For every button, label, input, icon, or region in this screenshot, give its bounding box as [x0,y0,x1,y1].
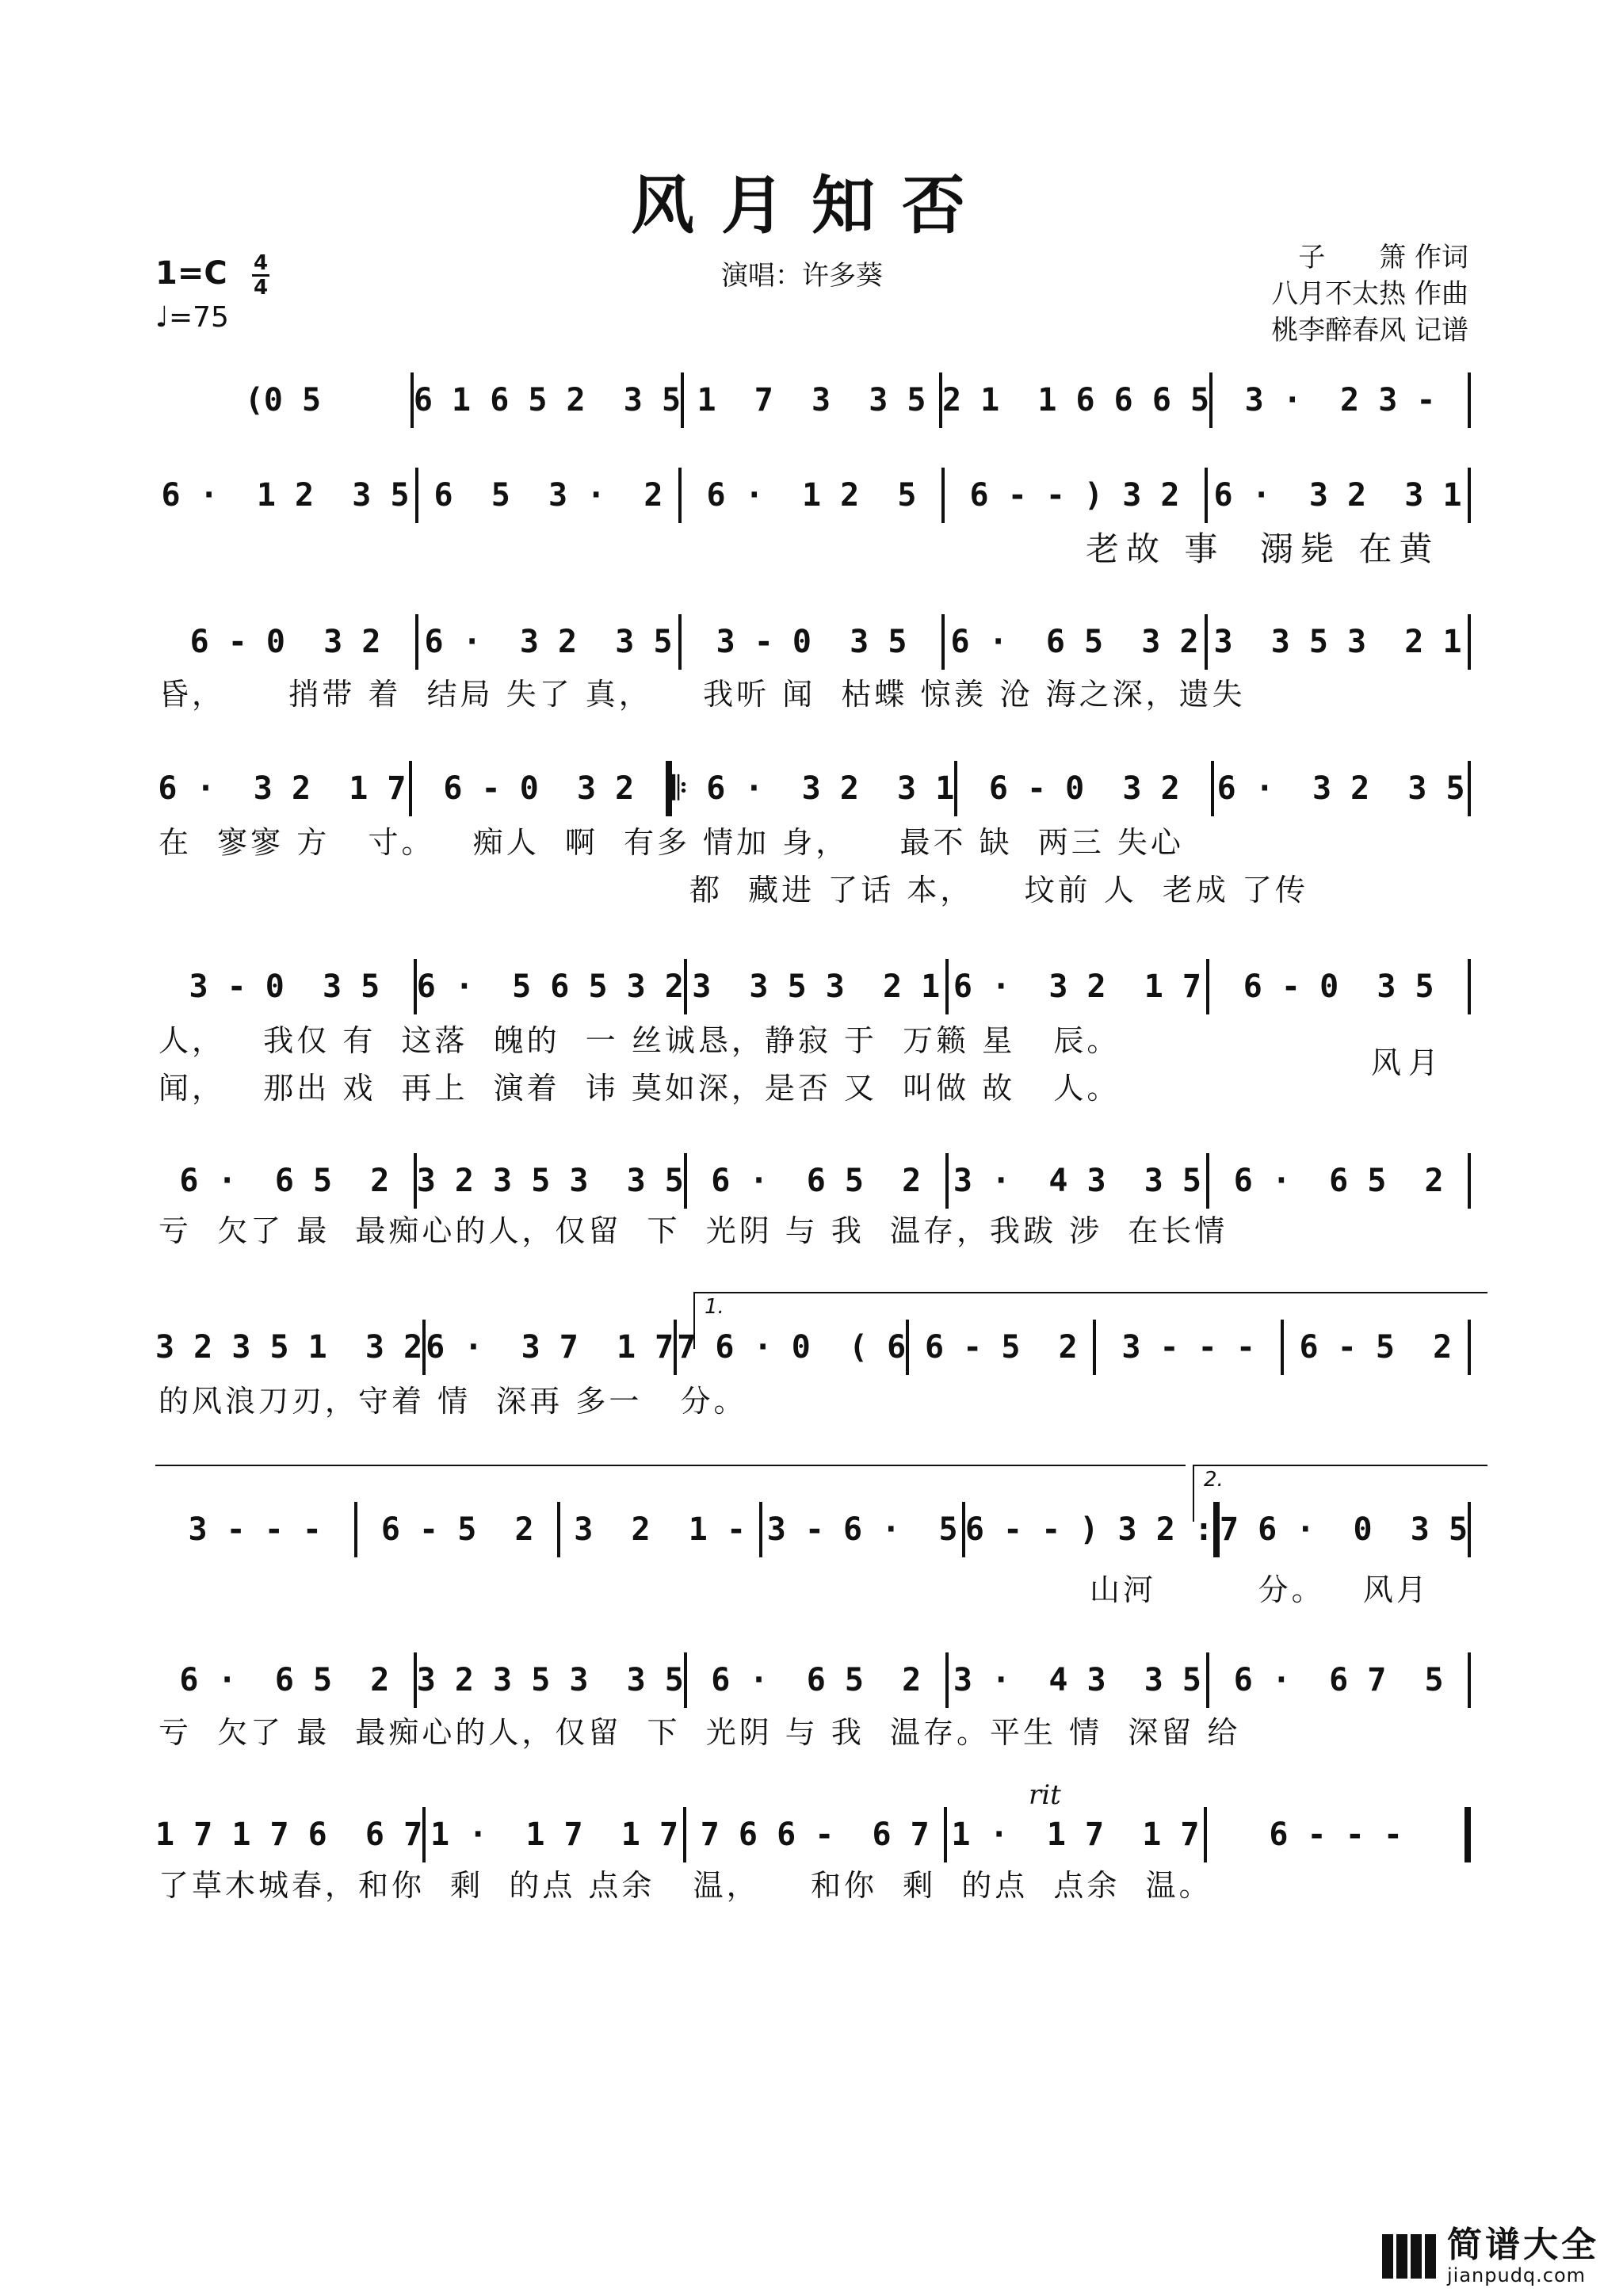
measure: 6 · 3 2 1 7 [158,770,407,807]
meter-bottom: 4 [254,276,269,300]
piano-keys-icon [1382,2234,1438,2279]
measure: 6 · 6 5 2 [711,1163,922,1199]
tempo-marking: ♩=75 [155,301,229,334]
score-row-10 [155,1807,1471,1862]
measure: 6 · 6 5 2 [179,1163,390,1199]
measure: 6 - 5 2 [925,1329,1078,1366]
measure: 6 · 3 2 3 5 [424,624,673,660]
composer-credit: 八月不太热 作曲 [1271,278,1468,310]
lyric-line: 的风浪刀刃，守着 情 深再 多一 分。 [158,1384,747,1419]
measure: 6 - 5 2 [380,1511,534,1548]
score-row-2 [155,468,1471,523]
measure: 6 - - ) 3 2 : [964,1511,1213,1548]
score-row-5 [155,959,1471,1014]
score-row-4 [155,761,1471,816]
measure: 1 · 1 7 1 7 [430,1817,679,1853]
logo-url: jianpudq.com [1447,2264,1587,2286]
measure: 𝄆 6 · 3 2 3 1 [671,770,955,807]
measure: 3 - 0 3 5 [716,624,907,660]
lyric-line-verse2: 都 藏进 了话 本， 坟前 人 老成 了传 [689,873,1308,907]
measure: 6 · 6 5 3 2 [950,624,1199,660]
measure: 6 - - ) 3 2 [969,477,1180,514]
measure: 6 5 3 · 2 [433,477,663,514]
meter-top: 4 [254,251,269,275]
lyric-line: 了草木城春，和你 剩 的点 点余 温， 和你 剩 的点 点余 温。 [158,1868,1212,1903]
lyric-line: 亏 欠了 最 最痴心的人，仅留 下 光阴 与 我 温存，我跋 涉 在长情 [158,1213,1228,1248]
measure: 3 2 3 5 3 3 5 [416,1662,684,1698]
lyric-line: 老故 事 溺毙 在黄 [1086,529,1440,568]
measure: 6 · 5 6 5 3 2 [416,968,684,1005]
key-signature: 1=C [155,255,227,292]
time-signature [252,252,269,299]
measure: 6 · 6 5 2 [1233,1163,1444,1199]
score-row-9 [155,1652,1471,1708]
measure: 1 7 3 3 5 [697,382,926,418]
measure: 6 - 0 3 2 [189,624,381,660]
measure: 3 · 4 3 3 5 [953,1662,1201,1698]
measure: 6 · 1 2 3 5 [161,477,410,514]
side-lyric: 风月 [1371,1045,1446,1080]
score-row-8 [155,1502,1471,1557]
lyric-line: 人， 我仅 有 这落 魄的 一 丝诚恳，静寂 于 万籁 星 辰。 [158,1023,1121,1058]
measure: 3 · 2 3 - [1244,382,1436,418]
measure: 7 6 6 - 6 7 [700,1817,930,1853]
measure: 6 - - - [1269,1817,1403,1853]
measure: 6 · 3 2 1 7 [953,968,1201,1005]
measure: 1 · 1 7 1 7 [951,1817,1200,1853]
measure: 6 1 6 5 2 3 5 [413,382,682,418]
lyric-line-verse2: 闻， 那出 戏 再上 演着 讳 莫如深，是否 又 叫做 故 人。 [158,1071,1121,1106]
measure: (0 5 [244,382,322,418]
lyric-line: 在 寥寥 方 寸。 痴人 啊 有多 情加 身， 最不 缺 两三 失心 [158,825,1184,860]
measure: 6 · 6 7 5 [1233,1662,1444,1698]
transcriber-credit: 桃李醉春风 记谱 [1271,315,1468,346]
measure: 6 · 6 5 2 [179,1662,390,1698]
volta-bracket-2: 2. [1193,1465,1487,1522]
measure: 3 - 6 · 5 [766,1511,958,1548]
measure: 2 1 1 6 6 6 5 [941,382,1210,418]
logo-name: 简谱大全 [1447,2225,1599,2265]
singer-credit: 演唱：许多葵 [721,260,883,292]
measure: 7 6 · 0 ( 6 [677,1329,907,1366]
measure: 6 · 3 2 3 1 [1213,477,1462,514]
measure: 3 - - - [188,1511,323,1548]
measure: 6 · 3 2 3 5 [1216,770,1465,807]
measure: 6 · 3 7 1 7 [426,1329,674,1366]
measure: 7 6 · 0 3 5 [1219,1511,1468,1548]
score-row-6 [155,1153,1471,1209]
measure: 3 2 3 5 1 3 2 [155,1329,423,1366]
measure: 3 · 4 3 3 5 [953,1163,1201,1199]
lyric-line: 山河 分。 风月 [1090,1572,1430,1607]
site-logo [1382,2226,1599,2286]
measure: 6 - 0 3 5 [1243,968,1434,1005]
measure: 1 7 1 7 6 6 7 [155,1817,423,1853]
measure: 6 - 0 3 2 [443,770,635,807]
measure: 3 - - - [1121,1329,1255,1366]
measure: 6 - 0 3 2 [988,770,1180,807]
lyric-line: 昏， 捎带 着 结局 失了 真， 我听 闻 枯蝶 惊羡 沧 海之深，遗失 [158,677,1246,712]
volta-continuation-line [155,1465,1186,1466]
score-row-7 [155,1320,1471,1375]
measure: 3 3 5 3 2 1 [1213,624,1462,660]
credits-block [1271,239,1468,349]
measure: 3 2 1 - [574,1511,747,1548]
measure: 3 - 0 3 5 [189,968,380,1005]
measure: 6 · 6 5 2 [711,1662,922,1698]
volta-bracket-1: 1. [693,1292,1487,1349]
measure: 3 2 3 5 3 3 5 [416,1163,684,1199]
measure: 6 - 5 2 [1299,1329,1453,1366]
measure: 3 3 5 3 2 1 [692,968,941,1005]
measure: 6 · 1 2 5 [706,477,917,514]
score-row-1 [155,372,1471,428]
page-title: 风月知否 [631,168,992,243]
lyric-line: 亏 欠了 最 最痴心的人，仅留 下 光阴 与 我 温存。平生 情 深留 给 [158,1715,1241,1750]
ritardando-marking: rit [1029,1779,1061,1811]
score-row-3 [155,614,1471,670]
lyricist-credit: 子 箫 作词 [1298,242,1468,273]
